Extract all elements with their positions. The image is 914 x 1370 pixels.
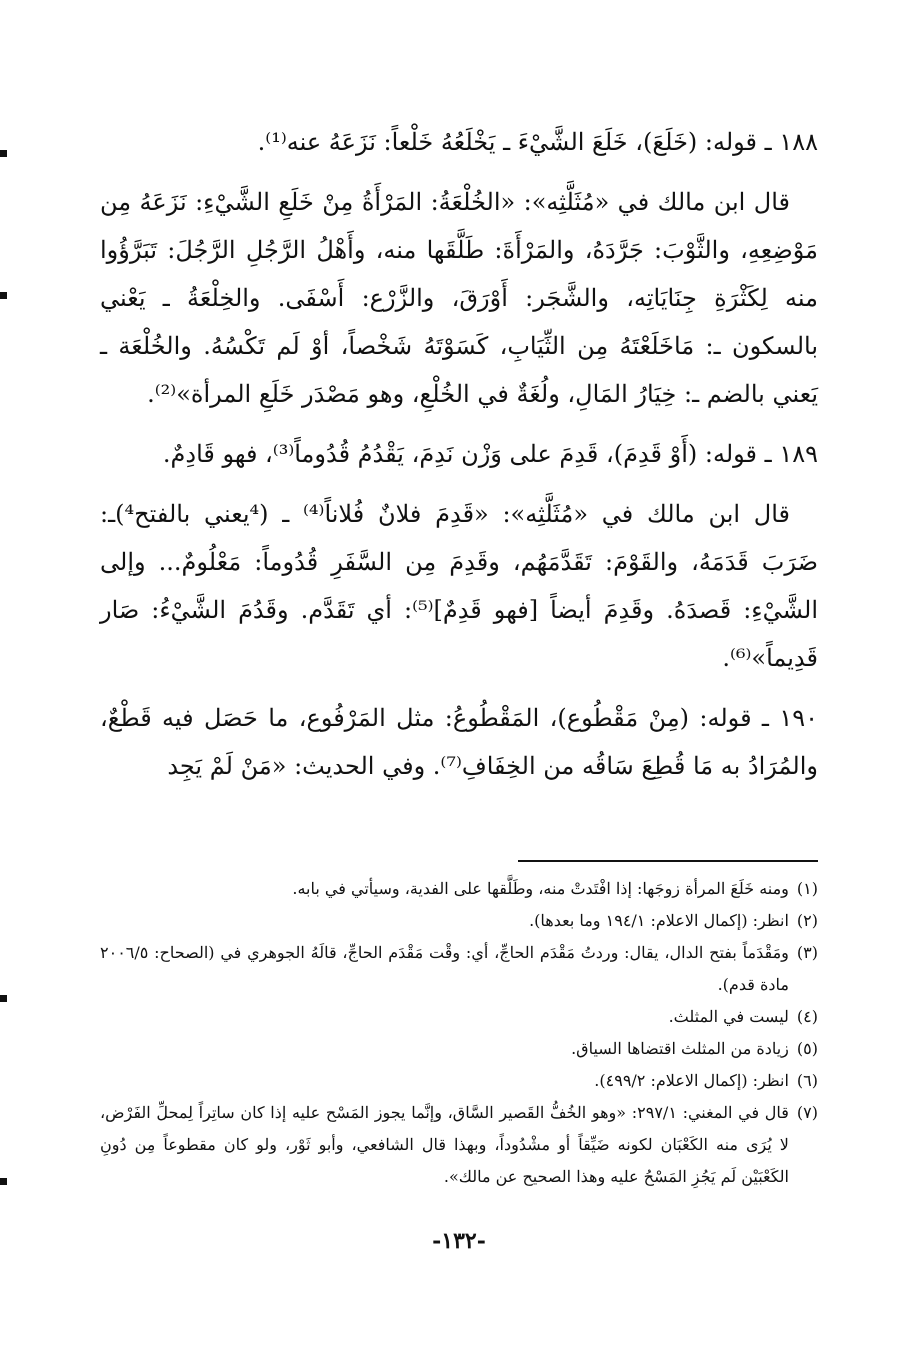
entry-190: ١٩٠ ـ قوله: (مِنْ مَقْطُوع)، المَقْطُوعُ: مثل المَرْفُوع، ما حَصَل فيه قَطْعٌ، والمُرَادُ به مَا قُطِعَ سَاقُه من الخِفَافِ⁽⁷⁾. وفي الحديث: «مَنْ لَمْ يَجِد <box>100 704 818 780</box>
margin-mark <box>0 292 7 299</box>
footnote-number: (٦) <box>796 1071 818 1090</box>
footnote-number: (٣) <box>796 943 818 962</box>
entry-188: ١٨٨ ـ قوله: (خَلَعَ)، خَلَعَ الشَّيْءَ ـ يَخْلَعُهُ خَلْعاً: نَزَعَهُ عنه⁽¹⁾. <box>257 128 818 156</box>
footnote-text: انظر: (إكمال الاعلام: ١٩٤/١ وما بعدها). <box>529 911 789 930</box>
footnote <box>100 1001 818 1033</box>
footnote-text: قال في المغني: ٢٩٧/١: «وهو الخُفُّ القَصير السَّاق، وإنَّما يجوز المَسْح عليه إذا كان ساتِراً لِمحلِّ الفَرْض، لا يُرَى منه الكَعْبَان لكونه ضَيِّقاً أو مشْدُوداً، وبهذا قال الشافعي، وأبو ثَوْر، ولو كان مقطوعاً مِن دُونِ الكَعْبَيْن لَم يَجُزِ المَسْحُ عليه وهذا الصحيح عن مالك». <box>100 1103 789 1186</box>
entry-189: ١٨٩ ـ قوله: (أَوْ قَدِمَ)، قَدِمَ على وَزْن نَدِمَ، يَقْدُمُ قُدُوماً⁽³⁾، فهو قَادِمٌ. <box>162 440 818 468</box>
footnote-divider <box>518 860 818 862</box>
margin-mark <box>0 995 7 1002</box>
footnote <box>100 873 818 905</box>
footnote-text: ومنه خَلَعَ المرأة زوجَها: إذا افْتَدتْ منه، وطَلَّقها على الفدية، وسيأتي في بابه. <box>292 879 789 898</box>
footnotes <box>100 873 818 1193</box>
footnote <box>100 905 818 937</box>
footnote <box>100 1097 818 1193</box>
footnote <box>100 1065 818 1097</box>
footnote-number: (٧) <box>796 1103 818 1122</box>
footnote-text: زيادة من المثلث اقتضاها السياق. <box>571 1039 789 1058</box>
footnote-text: ومَقْدَماً بفتح الدال، يقال: وردتُ مَقْدَم الحاجِّ، أي: وقْت مَقْدَم الحاجِّ، قالَهُ الجوهري في (الصحاح: ٢٠٠٦/٥ مادة قدم). <box>100 943 789 994</box>
footnote-number: (٤) <box>796 1007 818 1026</box>
margin-mark <box>0 1178 7 1185</box>
footnote <box>100 937 818 1001</box>
footnote-text: انظر: (إكمال الاعلام: ٤٩٩/٢). <box>594 1071 789 1090</box>
main-text <box>100 118 818 802</box>
quote-paragraph: قال ابن مالك في «مُثَلَّثِه»: «الخُلْعَةُ: المَرْأَةُ مِنْ خَلَعِ الشَّيْءِ: نَزَعَهُ مِن مَوْضِعِهِ، والثَّوْبَ: جَرَّدَهُ، والمَرْأَةَ: طَلَّقَها منه، وأَهْلُ الرَّجُلِ الرَّجُلَ: تَبَرَّؤُوا منه لِكَثْرَةِ جِنَايَاتِه، والشَّجَر: أَوْرَقَ، والزَّرْع: أَسْفَى. والخِلْعَةُ ـ يَعْني بالسكون ـ: مَاخَلَعْتَهُ مِن الثِّيَابِ، كَسَوْتَهُ شَخْصاً، أوْ لَم تَكْسُهُ. والخُلْعَة ـ يَعني بالضم ـ: خِيَارُ المَالِ، ولُغَةٌ في الخُلْعِ، وهو مَصْدَر خَلَعِ المرأة»⁽²⁾. <box>100 188 818 408</box>
quote-paragraph: قال ابن مالك في «مُثَلَّثِه»: «قَدِمَ فلانٌ فُلاناً⁽⁴⁾ ـ (⁴يعني بالفتح⁴)ـ: ضَرَبَ قَدَمَهُ، والقَوْمَ: تَقَدَّمَهُم، وقَدِمَ مِن السَّفَرِ قُدُوماً: مَعْلُومٌ... وإلى الشَّيْءِ: قَصدَهُ. وقَدِمَ أيضاً [فهو قَدِمٌ]⁽⁵⁾: أي تَقَدَّم. وقَدُمَ الشَّيْءُ: صَار قَدِيماً»⁽⁶⁾. <box>100 500 818 672</box>
footnote-number: (٥) <box>796 1039 818 1058</box>
footnote-number: (١) <box>796 879 818 898</box>
footnote <box>100 1033 818 1065</box>
page-number: -١٣٢- <box>432 1228 486 1254</box>
book-page <box>100 118 818 1268</box>
margin-mark <box>0 150 7 157</box>
footnote-text: ليست في المثلث. <box>668 1007 789 1026</box>
footnote-number: (٢) <box>796 911 818 930</box>
